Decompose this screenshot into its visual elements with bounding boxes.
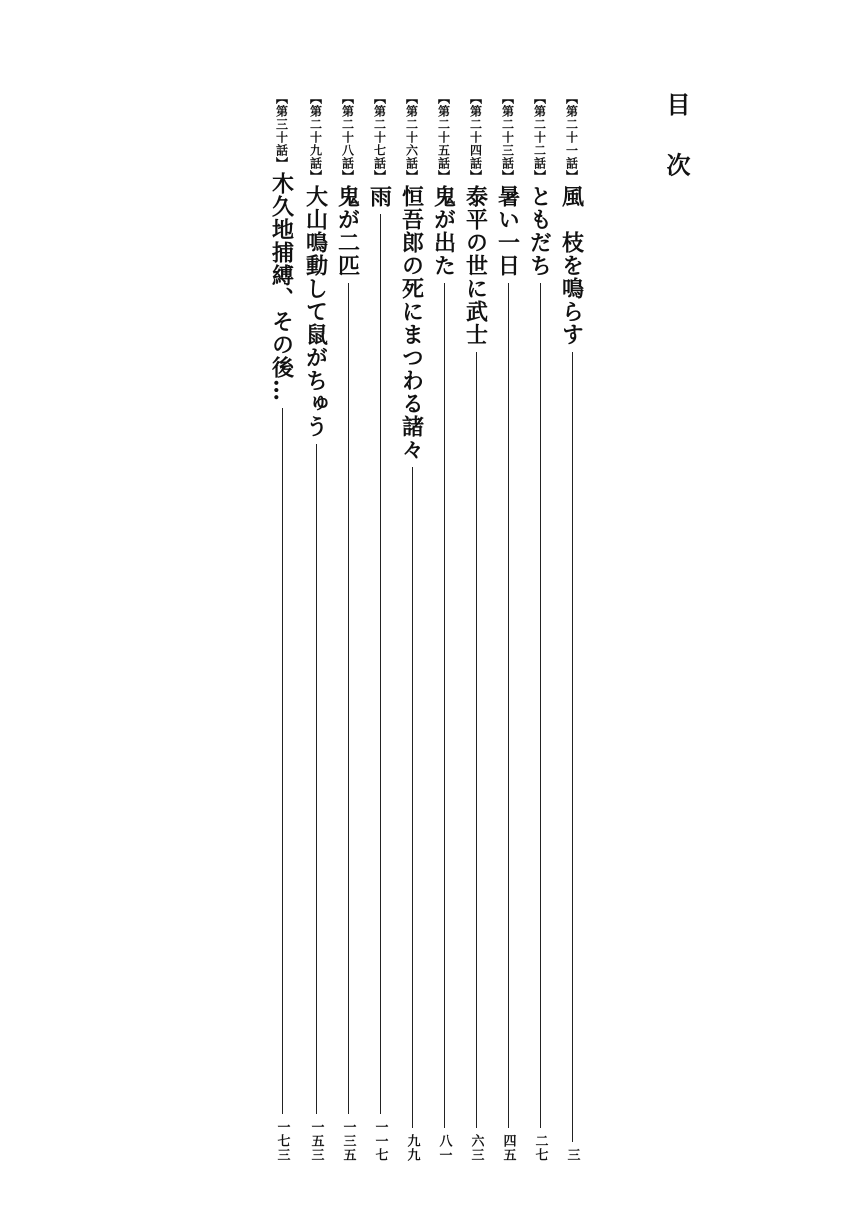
leader-line [316,444,317,1114]
page-number: 八一 [436,1134,452,1162]
chapter-title: 雨 [366,185,393,208]
chapter-number: 【第二十四話】 [468,92,483,183]
toc-entry-25[interactable] [430,92,458,1162]
page-number: 三 [564,1148,580,1162]
toc-entry-27[interactable] [366,92,394,1162]
chapter-title: 大山鳴動して鼠がちゅう [302,185,329,438]
toc-entry-26[interactable] [398,92,426,1162]
chapter-title: 風 枝を鳴らす [558,185,585,346]
toc-entry-28[interactable] [334,92,362,1162]
toc-entry-21[interactable] [558,92,586,1162]
chapter-number: 【第二十二話】 [532,92,547,183]
toc-entry-30[interactable] [268,92,296,1162]
chapter-title: 鬼が二匹 [334,185,361,277]
chapter-number: 【第二十一話】 [564,92,579,183]
leader-line [282,408,283,1114]
leader-line [508,283,509,1128]
chapter-number: 【第二十九話】 [308,92,323,183]
chapter-number: 【第二十七話】 [372,92,387,183]
page-number: 一五三 [308,1120,324,1162]
leader-line [572,352,573,1142]
chapter-number: 【第二十三話】 [500,92,515,183]
toc-entry-29[interactable] [302,92,330,1162]
leader-line [380,214,381,1114]
chapter-number: 【第二十六話】 [404,92,419,183]
chapter-number: 【第三十話】 [274,92,289,170]
chapter-title: 暑い一日 [494,185,521,277]
leader-line [476,352,477,1128]
leader-line [444,283,445,1128]
page-number: 一三五 [340,1120,356,1162]
chapter-number: 【第二十五話】 [436,92,451,183]
toc-entry-23[interactable] [494,92,522,1162]
chapter-title: 鬼が出た [430,185,457,277]
chapter-title: 恒吾郎の死にまつわる諸々 [398,185,425,461]
page-number: 九九 [404,1134,420,1162]
chapter-title: 木久地捕縛、その後… [268,172,295,402]
page-number: 四五 [500,1134,516,1162]
chapter-title: 泰平の世に武士 [462,185,489,346]
page-number: 二七 [532,1134,548,1162]
leader-line [540,283,541,1128]
page-number: 六三 [468,1134,484,1162]
toc-entry-22[interactable] [526,92,554,1162]
leader-line [412,467,413,1128]
chapter-number: 【第二十八話】 [340,92,355,183]
page-title: 目 次 [662,92,691,191]
chapter-title: ともだち [526,185,553,277]
toc-entry-24[interactable] [462,92,490,1162]
page-number: 一一七 [372,1120,388,1162]
leader-line [348,283,349,1114]
page-number: 一七三 [274,1120,290,1162]
